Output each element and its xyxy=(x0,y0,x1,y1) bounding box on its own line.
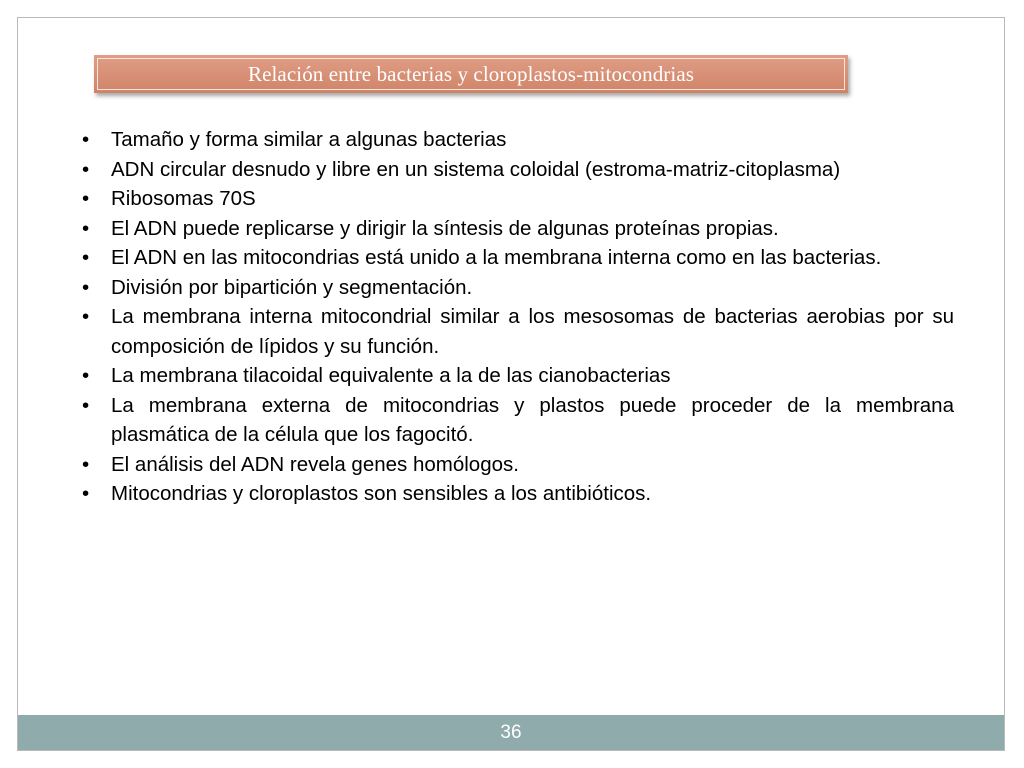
list-item xyxy=(82,184,954,214)
list-item xyxy=(82,361,954,391)
bullet-text: ADN circular desnudo y libre en un sistema coloidal (estroma-matriz-citoplasma) xyxy=(111,157,841,181)
footer-bar xyxy=(18,715,1004,750)
list-item xyxy=(82,450,954,480)
list-item xyxy=(82,125,954,155)
list-item xyxy=(82,479,954,509)
bullet-text: Tamaño y forma similar a algunas bacterias xyxy=(111,128,507,151)
bullet-icon: • xyxy=(82,393,90,417)
list-item xyxy=(82,391,954,450)
bullet-text: Mitocondrias y cloroplastos son sensibles a los antibióticos. xyxy=(111,482,652,505)
bullet-text: La membrana externa de mitocondrias y plastos puede proceder de la membrana plasmática de la célula que los fagocitó. xyxy=(111,393,954,446)
bullet-text: La membrana interna mitocondrial similar a los mesosomas de bacterias aerobias por su composición de lípidos y su función. xyxy=(111,305,954,358)
slide xyxy=(17,17,1005,751)
bullet-text: División por bipartición y segmentación. xyxy=(111,275,473,299)
list-item xyxy=(82,243,954,273)
bullet-icon: • xyxy=(82,482,90,505)
title-banner xyxy=(94,55,848,93)
bullet-icon: • xyxy=(82,216,90,240)
slide-title: Relación entre bacterias y cloroplastos-mitocondrias xyxy=(97,58,845,90)
page-number: 36 xyxy=(500,721,522,743)
bullet-list xyxy=(82,125,954,509)
bullet-text: Ribosomas 70S xyxy=(111,187,256,210)
bullet-icon: • xyxy=(82,275,90,299)
bullet-icon: • xyxy=(82,452,90,476)
bullet-icon: • xyxy=(82,305,90,328)
bullet-text: La membrana tilacoidal equivalente a la de las cianobacterias xyxy=(111,364,671,387)
bullet-text: El ADN puede replicarse y dirigir la síntesis de algunas proteínas propias. xyxy=(111,216,779,240)
list-item xyxy=(82,273,954,303)
list-item xyxy=(82,302,954,361)
list-item xyxy=(82,214,954,244)
bullet-icon: • xyxy=(82,128,90,151)
list-item xyxy=(82,155,954,185)
bullet-icon: • xyxy=(82,157,90,181)
bullet-icon: • xyxy=(82,364,90,387)
bullet-text: El ADN en las mitocondrias está unido a la membrana interna como en las bacterias. xyxy=(111,246,882,269)
bullet-icon: • xyxy=(82,246,90,269)
bullet-icon: • xyxy=(82,187,90,210)
bullet-text: El análisis del ADN revela genes homólogos. xyxy=(111,452,519,476)
